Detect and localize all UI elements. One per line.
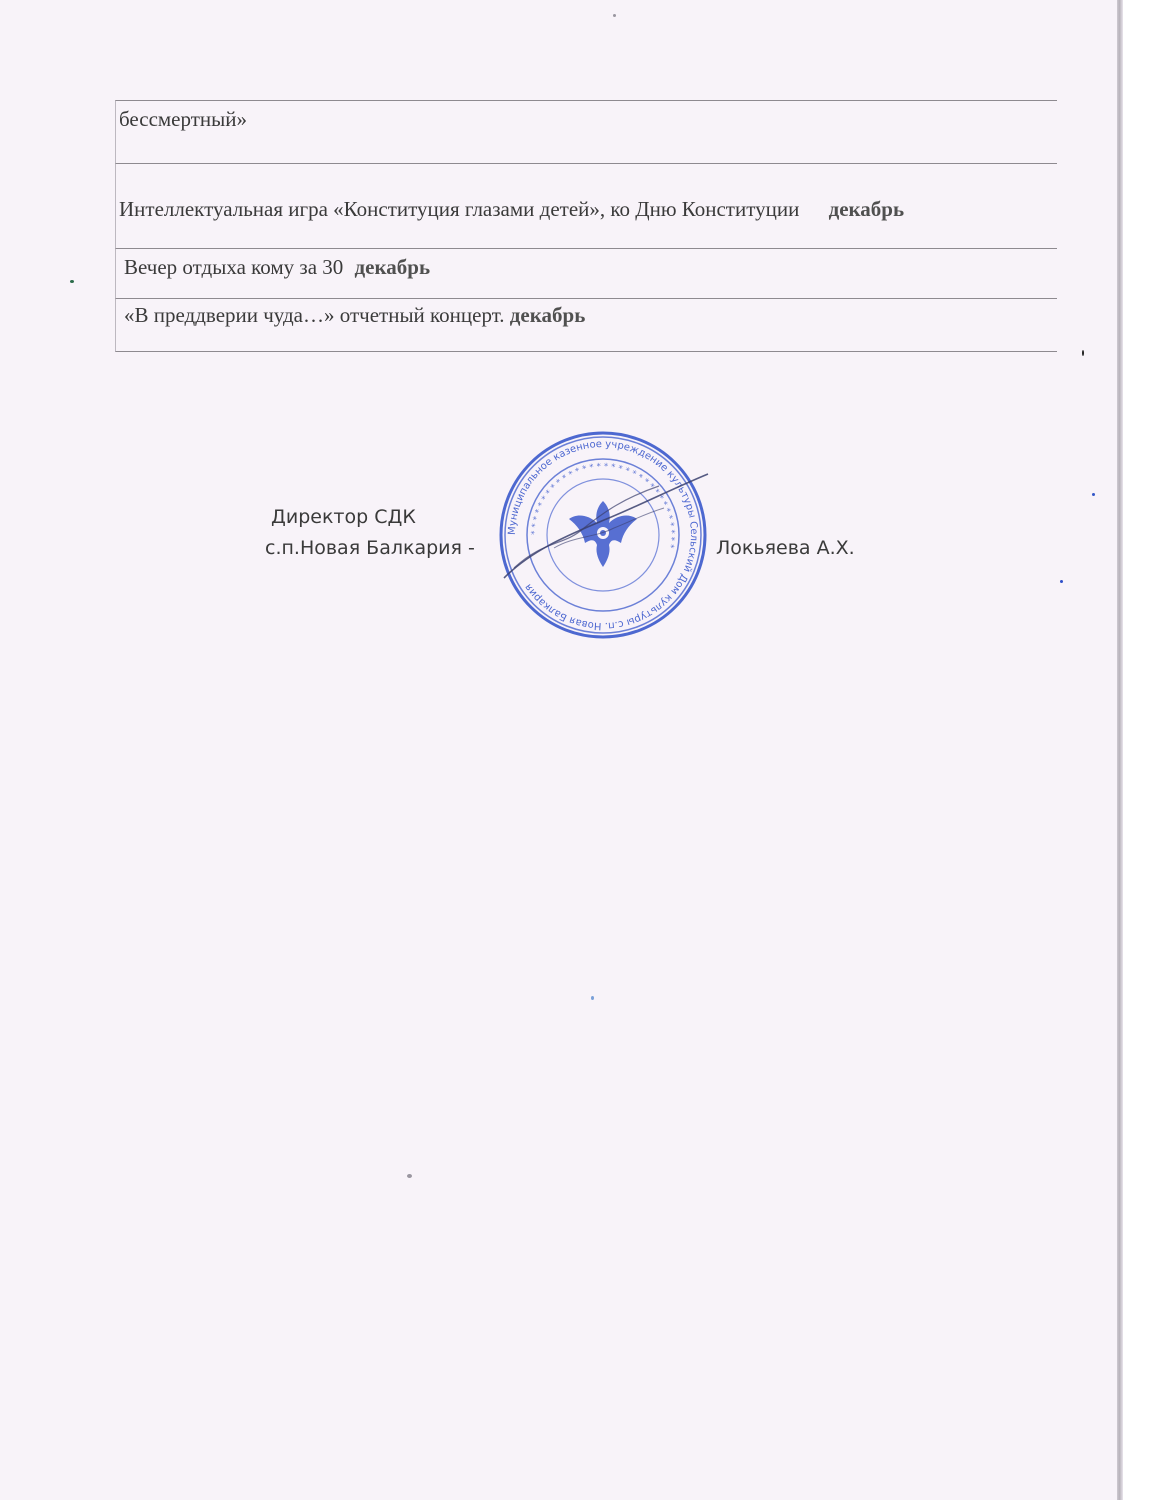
official-stamp-icon xyxy=(494,428,712,643)
table-row xyxy=(115,100,1057,163)
event-text: Интеллектуальная игра «Конституция глазами детей», ко Дню Конституции xyxy=(119,197,800,221)
events-table xyxy=(115,100,1057,352)
event-text: Вечер отдыха кому за 30 xyxy=(124,255,344,279)
scan-speck xyxy=(613,14,616,17)
event-month: декабрь xyxy=(509,303,586,327)
scan-margin xyxy=(1123,0,1159,1500)
stamp-text: Муниципальное казенное учреждение культуры Сельский Дом культуры с.п. Новая Балкария xyxy=(506,438,700,632)
table-row xyxy=(115,248,1057,298)
table-row xyxy=(115,163,1057,248)
table-row xyxy=(115,298,1057,352)
event-text: «В преддверии чуда…» отчетный концерт. xyxy=(124,303,505,327)
signature-name: Локьяева А.Х. xyxy=(716,537,855,559)
scan-speck xyxy=(1060,580,1063,583)
scan-speck xyxy=(407,1174,412,1178)
scan-speck xyxy=(1082,350,1084,356)
scan-speck xyxy=(1092,493,1095,496)
svg-text:* * * * * * * * * * * * * * *: * * * * * * * * * * * * * * * * * * * * * * * * * * * * * * * * xyxy=(529,461,677,549)
event-text: бессмертный» xyxy=(119,107,247,131)
event-month: декабрь xyxy=(828,197,905,221)
signature-place: с.п.Новая Балкария - xyxy=(265,537,475,559)
scan-speck xyxy=(591,996,594,1000)
event-month: декабрь xyxy=(354,255,431,279)
signature-title: Директор СДК xyxy=(271,506,416,528)
scan-speck xyxy=(70,280,74,283)
